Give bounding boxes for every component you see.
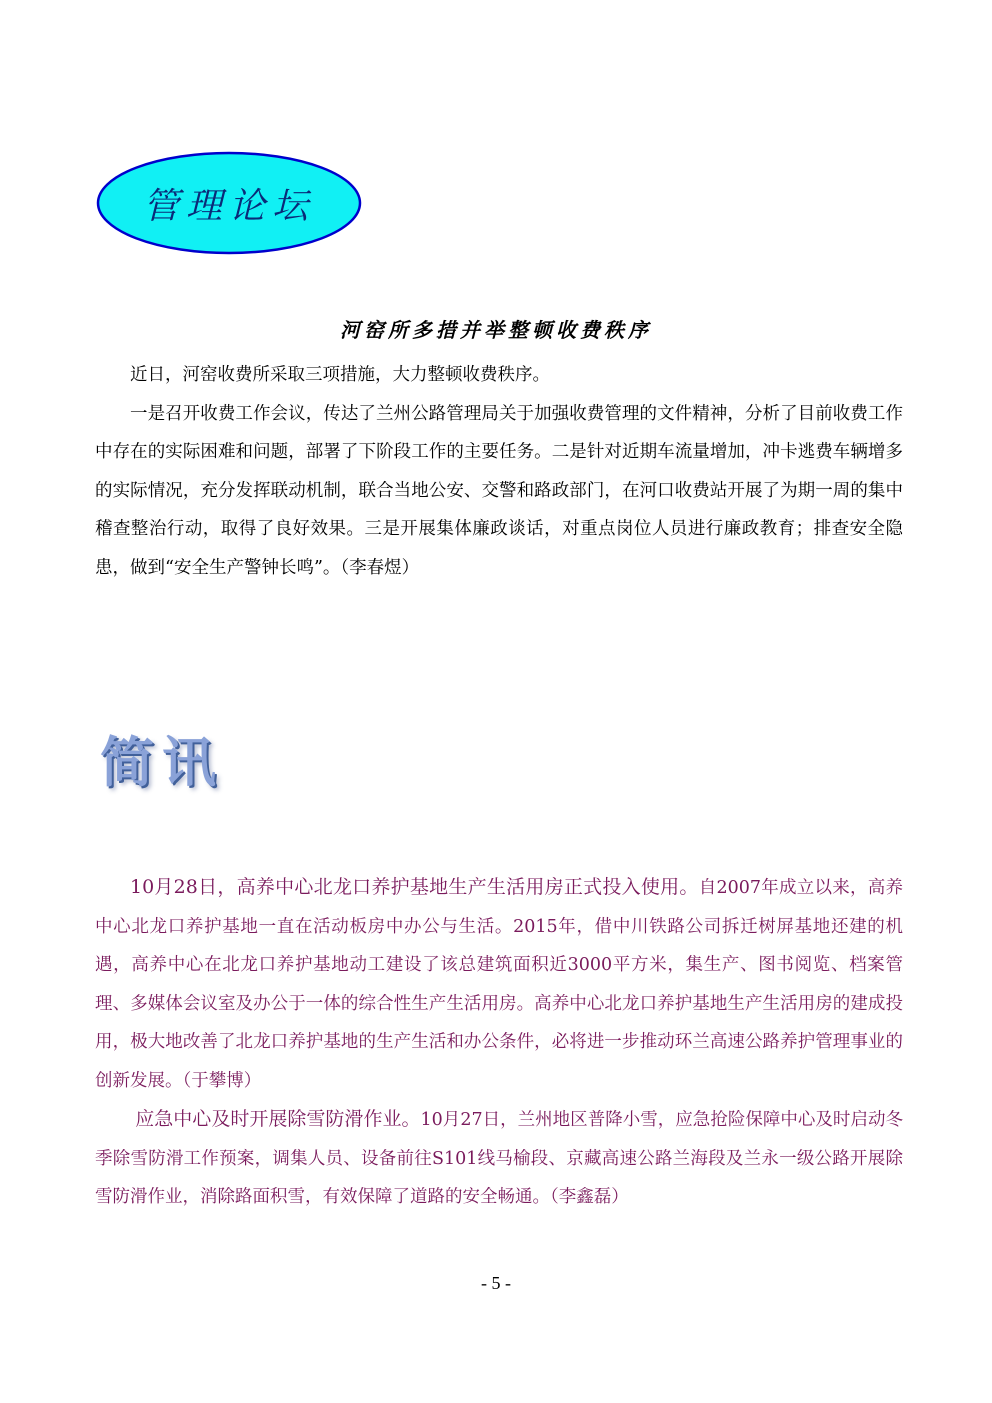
article-paragraph: 一是召开收费工作会议，传达了兰州公路管理局关于加强收费管理的文件精神，分析了目前收费工作中存在的实际困难和问题，部署了下阶段工作的主要任务。二是针对近期车流量增加，冲卡逃费车辆增多的实际情况，充分发挥联动机制，联合当地公安、交警和路政部门，在河口收费站开展了为期一周的集中稽查整治行动，取得了良好效果。三是开展集体廉政谈话，对重点岗位人员进行廉政教育；排查安全隐患，做到“安全生产警钟长鸣”。（李春煜）: [95, 403, 903, 578]
news-section-heading: 简讯: [100, 731, 224, 794]
article-paragraph: 近日，河窑收费所采取三项措施，大力整顿收费秩序。: [130, 365, 550, 385]
news-item-body: 自2007年成立以来，高养中心北龙口养护基地一直在活动板房中办公与生活。2015年，借中川铁路公司拆迁树屏基地还建的机遇，高养中心在北龙口养护基地动工建设了该总建筑面积近3000平方米，集生产、图书阅览、档案管理、多媒体会议室及办公于一体的综合性生产生活用房。高养中心北龙口养护基地生产生活用房的建成投用，极大地改善了北龙口养护基地的生产生活和办公条件，必将进一步推动环兰高速公路养护管理事业的创新发展。（于攀博）: [95, 878, 903, 1091]
page-number: - 5 -: [481, 1273, 511, 1293]
news-item-lead: 10月28日，高养中心北龙口养护基地生产生活用房正式投入使用。: [130, 876, 699, 898]
news-body: [95, 868, 903, 1217]
news-item-lead: 应急中心及时开展除雪防滑作业。: [135, 1108, 421, 1130]
news-item-body: 10月27日，兰州地区普降小雪，应急抢险保障中心及时启动冬季除雪防滑工作预案，调集人员、设备前往S101线马榆段、京藏高速公路兰海段及兰永一级公路开展除雪防滑作业，消除路面积雪，有效保障了道路的安全畅通。（李鑫磊）: [95, 1110, 903, 1207]
article-title: 河窑所多措并举整顿收费秩序: [340, 318, 652, 342]
news-item: [95, 1100, 903, 1217]
forum-badge: [95, 150, 363, 256]
article-body: [95, 356, 903, 587]
forum-badge-label: 管理论坛: [142, 185, 315, 227]
news-item: [95, 868, 903, 1100]
